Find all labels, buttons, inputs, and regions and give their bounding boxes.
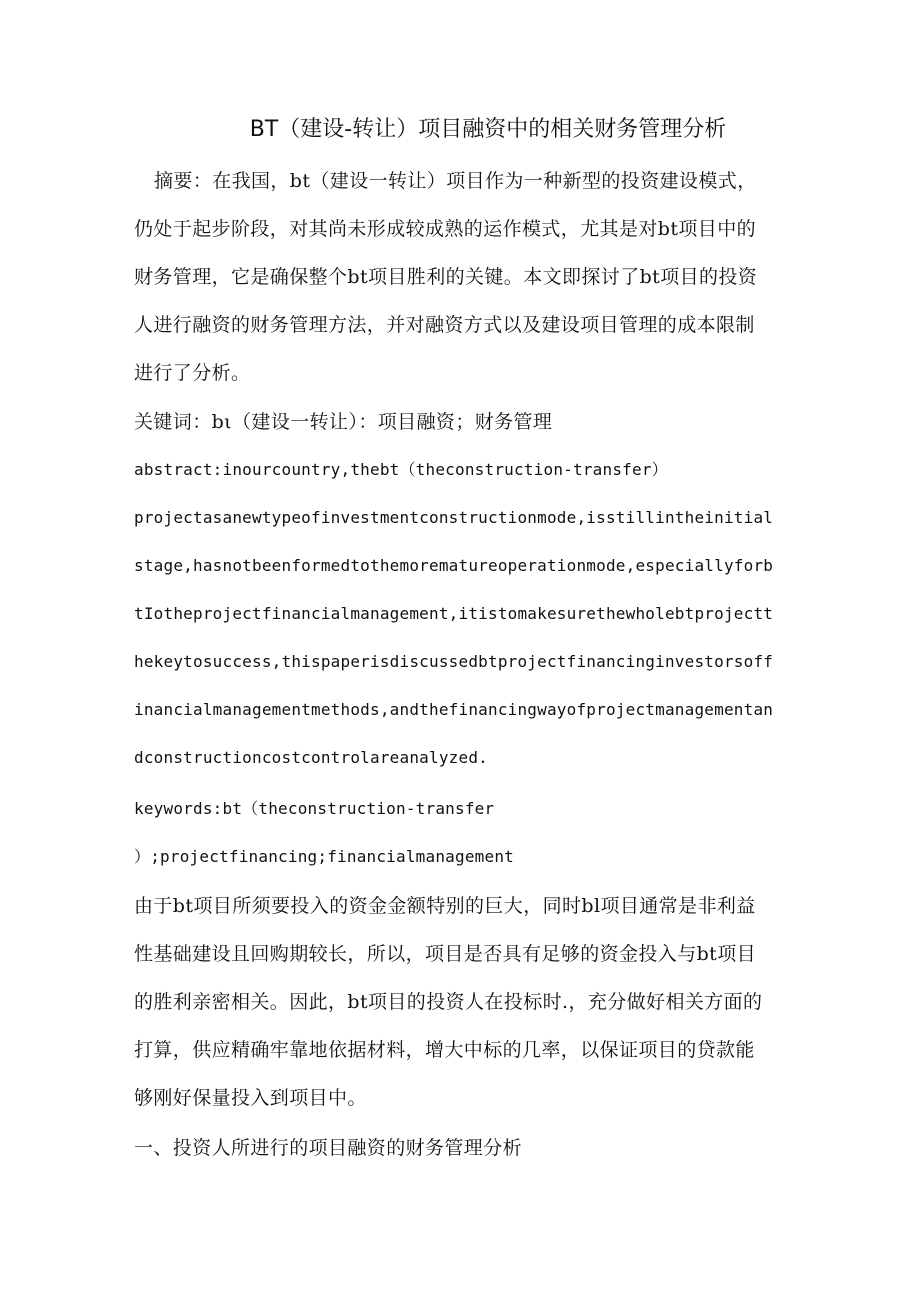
intro-paragraph: 由于bt项目所须要投入的资金金额特别的巨大，同时bl项目通常是非利益性基础建设且回购期较长，所以，项目是否具有足够的资金投入与bt项目的胜利亲密相关。因此，bt项目的投资人在投标时.，充分做好相关方面的打算，供应精确牢靠地依据材料，增大中标的几率，以保证项目的贷款能够刚好保量投入到项目中。 [134,895,763,1109]
keywords-chinese: 关键词：bι（建设一转让）：项目融资；财务管理 [134,411,553,433]
section-heading-1: 一、投资人所进行的项目融资的财务管理分析 [134,1137,523,1159]
abstract-chinese: 摘要：在我国，bt（建设一转让）项目作为一种新型的投资建设模式，仍处于起步阶段，对其尚未形成较成熟的运作模式，尤其是对bt项目中的财务管理，它是确保整个bt项目胜利的关键。本文即探讨了bt项目的投资人进行融资的财务管理方法，并对融资方式以及建设项目管理的成本限制进行了分析。 [134,170,758,384]
abstract-english-body: projectasanewtypeofinvestmentconstructionmode,isstillintheinitialstage,hasnotbeenformedtothemorematureoperationmode,especiallyforbtIotheprojectfinancialmanagement,itistomakesurethewholebtprojectthekeytosuccess,thispaperisdiscussedbtprojectfinancinginvestorsoffinancialmanagementmethods,andthefinancingwayofprojectmanagementandconstructioncostcontrolareanalyzed. [134,508,774,767]
keywords-english-line-2: ）;projectfinancing;financialmanagement [134,847,515,866]
keywords-english-line-1: keywords:bt（theconstruction-transfer [134,799,495,818]
abstract-english-first-line: abstract:inourcountry,thebt（theconstruction-transfer） [134,460,668,479]
document-title: BT（建设-转让）项目融资中的相关财务管理分析 [249,117,727,142]
